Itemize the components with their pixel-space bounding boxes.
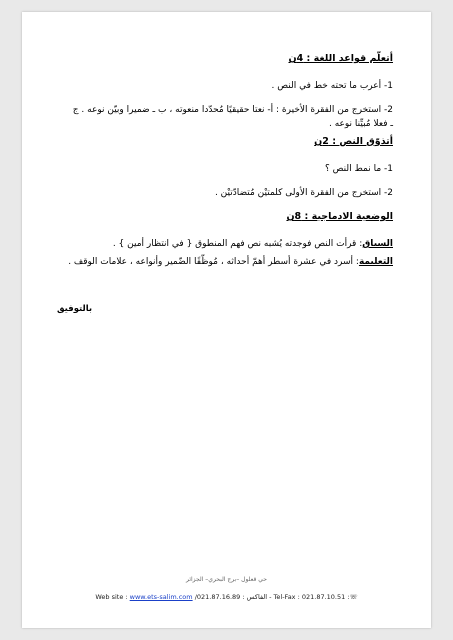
grammar-question-1: 1- أعرب ما تحته خط في النص . [271, 81, 393, 91]
website-link[interactable]: www.ets-salim.com [129, 593, 193, 601]
footer-contact [22, 593, 431, 601]
website-label: Web site : [95, 593, 130, 601]
grammar-question-2-line-2: ـ فعلا مُبيِّنا نوعه . [328, 119, 393, 129]
footer-address: حي قعلول –برج البحري– الجزائر [186, 576, 267, 583]
integration-instruction [60, 255, 393, 269]
context-text: : قرأت النص فوجدته يُشبه نص فهم المنطوق { في انتظار أمين } . [112, 239, 363, 249]
appreciation-heading: أتذوّق النص : 2ن [314, 136, 393, 147]
instruction-label: التعليمة [358, 257, 393, 267]
integration-heading: الوضعية الادماجية : 8ن [286, 211, 393, 222]
contact-numbers: /021.87.16.89 : الفاكس - Tel-Fax : 021.87.10.51 :☏ [192, 593, 358, 601]
appreciation-question-2: 2- استخرج من الفقرة الأولى كلمتيْن مُتضادّتيْن . [214, 188, 393, 198]
grammar-heading: أتعلّم قواعد اللغة : 4ن [288, 53, 393, 64]
integration-context [60, 237, 393, 251]
grammar-question-2 [60, 103, 393, 131]
context-label: السياق [362, 239, 393, 249]
grammar-question-2-line-1: 2- استخرج من الفقرة الأخيرة : أ- نعتا حقيقيًا مُحدّدا منعوته ، ب ـ ضميرا وبيّن نوعه . ج [72, 105, 393, 115]
appreciation-question-1: 1- ما نمط النص ؟ [324, 164, 393, 174]
exam-content [60, 52, 393, 279]
instruction-text: : أسرد في عشرة أسطر أهمّ أحداثه ، مُوظّفًا الضّمير وأنواعه ، علامات الوقف . [68, 257, 359, 267]
closing-wish: بالتوفيق [57, 304, 93, 314]
document-page [22, 12, 431, 628]
